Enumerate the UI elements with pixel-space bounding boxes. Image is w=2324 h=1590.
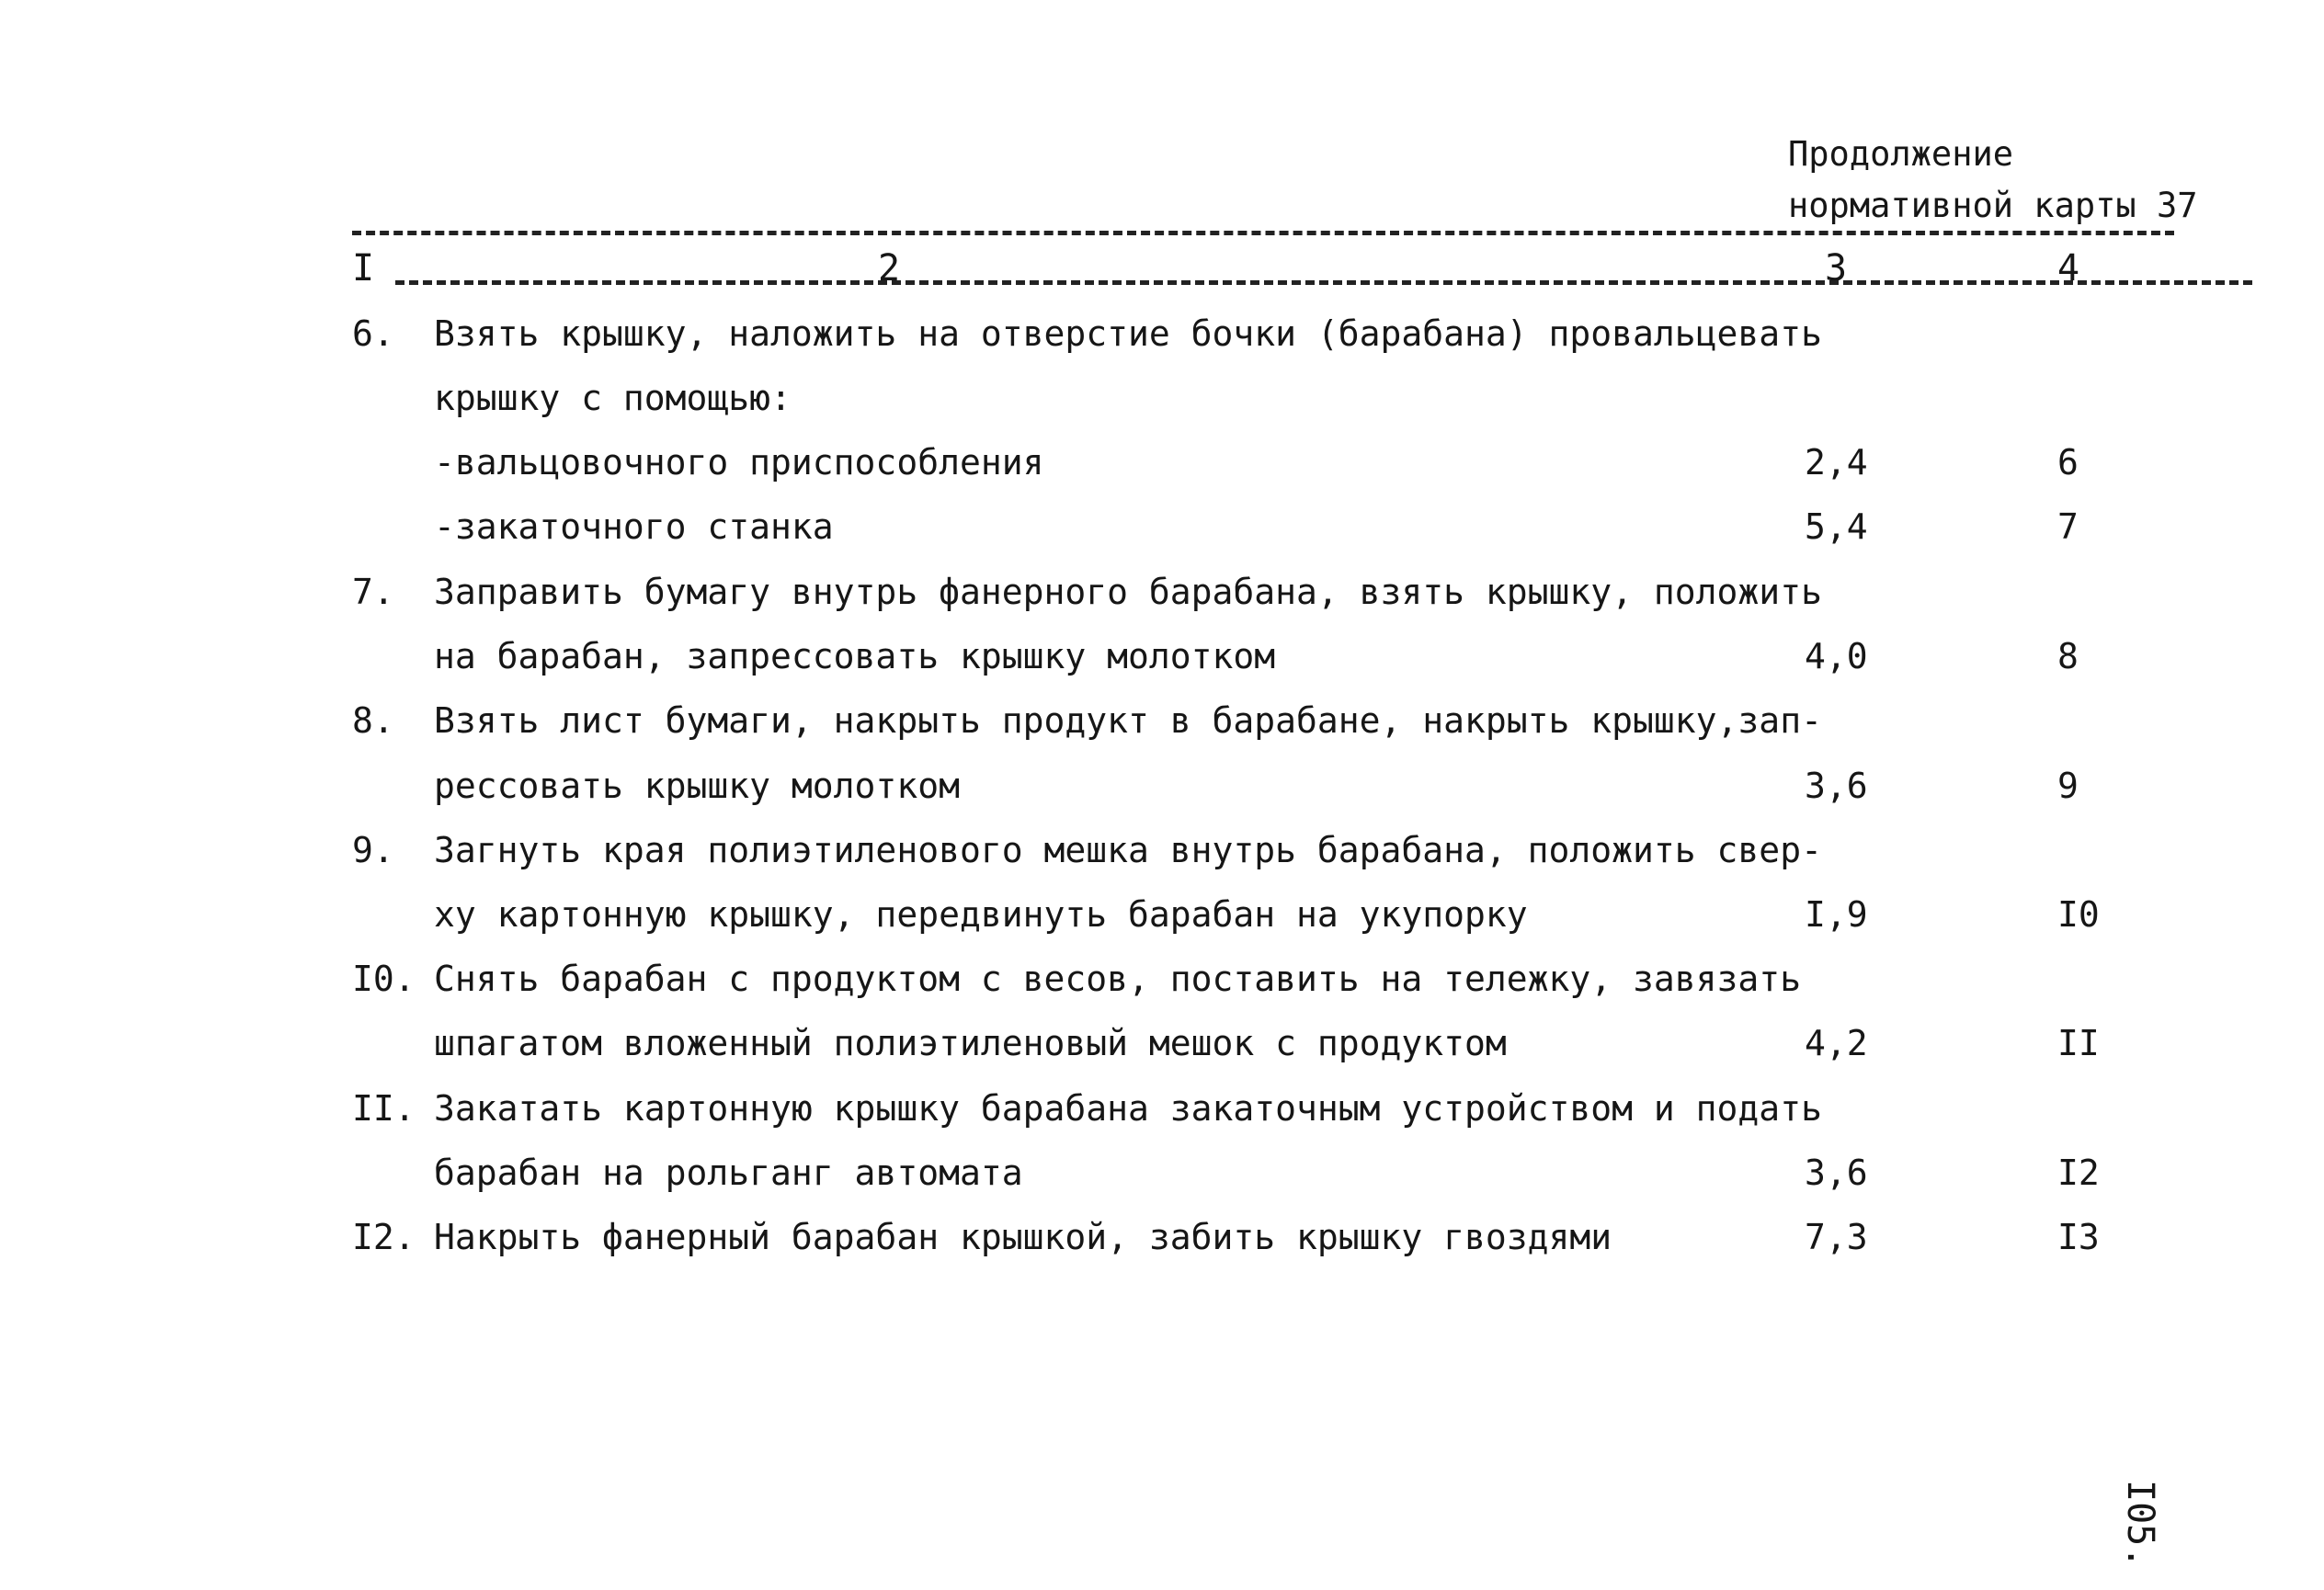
item-number: I2. <box>352 1217 416 1257</box>
item-text: Снять барабан с продуктом с весов, поставить на тележку, завязать <box>434 959 1802 999</box>
value-col-4: II <box>2057 1023 2100 1063</box>
value-col-4: 9 <box>2057 766 2079 806</box>
item-number: 6. <box>352 313 394 354</box>
item-text: крышку с помощью: <box>434 378 792 418</box>
value-col-4: 8 <box>2057 636 2079 676</box>
item-text: -вальцовочного приспособления <box>434 442 1044 483</box>
value-col-4: I0 <box>2057 894 2100 935</box>
page-number: I05. <box>2119 1480 2161 1569</box>
column-header-2: 2 <box>878 247 901 290</box>
continuation-line-1: Продолжение <box>1788 134 2014 174</box>
item-text: ху картонную крышку, передвинуть барабан на укупорку <box>434 894 1528 935</box>
column-header-1: I <box>352 247 375 290</box>
value-col-3: 4,0 <box>1805 636 1868 676</box>
value-col-3: 3,6 <box>1805 1153 1868 1193</box>
item-text: Взять лист бумаги, накрыть продукт в барабане, накрыть крышку,зап- <box>434 700 1822 741</box>
value-col-3: 4,2 <box>1805 1023 1868 1063</box>
item-number: 9. <box>352 830 394 870</box>
item-number: 8. <box>352 700 394 741</box>
column-header-4: 4 <box>2057 247 2080 290</box>
continuation-line-2: нормативной карты 37 <box>1788 186 2198 225</box>
item-number: II. <box>352 1088 416 1129</box>
item-text: шпагатом вложенный полиэтиленовый мешок с продуктом <box>434 1023 1507 1063</box>
header-dashed-rule <box>395 280 2252 285</box>
item-number: 7. <box>352 572 394 612</box>
continuation-note <box>1788 129 2198 232</box>
column-header-3: 3 <box>1825 247 1848 290</box>
value-col-4: 6 <box>2057 442 2079 483</box>
item-text: -закаточного станка <box>434 506 834 547</box>
value-col-4: 7 <box>2057 506 2079 547</box>
value-col-3: 5,4 <box>1805 506 1868 547</box>
item-text: Закатать картонную крышку барабана закаточным устройством и подать <box>434 1088 1822 1129</box>
item-number: I0. <box>352 959 416 999</box>
value-col-3: 2,4 <box>1805 442 1868 483</box>
value-col-4: I2 <box>2057 1153 2100 1193</box>
value-col-3: 7,3 <box>1805 1217 1868 1257</box>
value-col-4: I3 <box>2057 1217 2100 1257</box>
item-text: Загнуть края полиэтиленового мешка внутрь барабана, положить свер- <box>434 830 1822 870</box>
item-text: на барабан, запрессовать крышку молотком <box>434 636 1276 676</box>
top-dashed-rule <box>352 231 2174 235</box>
item-text: Накрыть фанерный барабан крышкой, забить крышку гвоздями <box>434 1217 1612 1257</box>
item-text: Заправить бумагу внутрь фанерного барабана, взять крышку, положить <box>434 572 1822 612</box>
item-text: рессовать крышку молотком <box>434 766 960 806</box>
value-col-3: 3,6 <box>1805 766 1868 806</box>
item-text: барабан на рольганг автомата <box>434 1153 1023 1193</box>
value-col-3: I,9 <box>1805 894 1868 935</box>
item-text: Взять крышку, наложить на отверстие бочки (барабана) провальцевать <box>434 313 1822 354</box>
